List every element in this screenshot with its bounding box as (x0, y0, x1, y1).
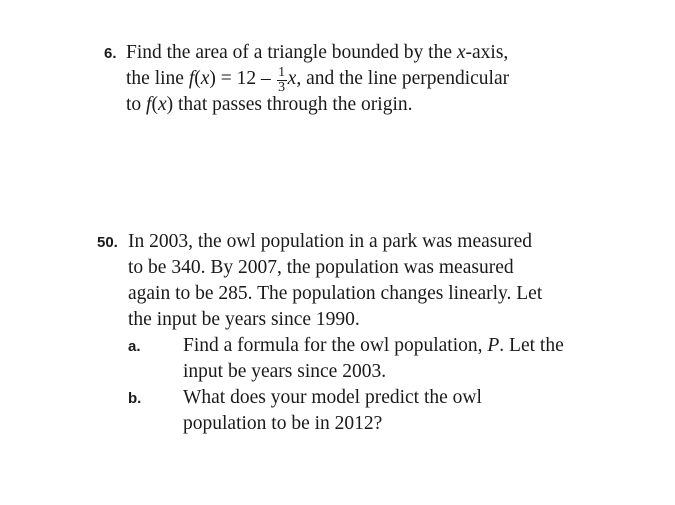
text: , and the line perpendicular (296, 68, 510, 89)
part-a-label: a. (128, 338, 141, 355)
variable-x: x (287, 68, 297, 89)
text: ( (194, 68, 201, 89)
fraction-numerator: 1 (278, 65, 286, 80)
problem-50 (97, 229, 637, 437)
problem-50-line-1: In 2003, the owl population in a park was measured (128, 231, 532, 252)
problem-50-part-b (128, 385, 637, 437)
text: ( (151, 94, 158, 115)
problem-6-line-1 (106, 40, 626, 66)
variable-p: P (487, 335, 500, 356)
problem-6-number: 6. (104, 45, 117, 62)
text: . Let the (499, 335, 564, 356)
part-b-line-2: population to be in 2012? (183, 413, 383, 434)
problem-50-part-a (128, 333, 637, 385)
variable-x: x (200, 68, 210, 89)
text: to (126, 94, 147, 115)
problem-50-line-4: the input be years since 1990. (128, 309, 360, 330)
problem-6-line-3 (106, 92, 626, 118)
problem-50-line-3: again to be 285. The population changes linearly. Let (128, 283, 543, 304)
text: Find the area of a triangle bounded by the (126, 42, 457, 63)
fraction-one-third (277, 65, 287, 95)
problem-50-line-2: to be 340. By 2007, the population was measured (128, 257, 514, 278)
function-f: f (188, 68, 195, 89)
part-a-line-1 (152, 333, 637, 359)
problem-6 (106, 40, 626, 118)
problem-6-line-2 (106, 65, 626, 95)
text: the line (126, 68, 189, 89)
text: Find a formula for the owl population, (183, 335, 488, 356)
text: ) that passes through the origin. (166, 94, 413, 115)
variable-x: x (157, 94, 167, 115)
part-b-line-1: What does your model predict the owl (183, 387, 482, 408)
part-a-line-2: input be years since 2003. (183, 361, 387, 382)
text: ) = 12 – (209, 68, 276, 89)
fraction-denominator: 3 (278, 80, 286, 95)
text: -axis, (465, 42, 509, 63)
function-f: f (146, 94, 152, 115)
variable-x: x (456, 42, 466, 63)
problem-50-number: 50. (97, 234, 118, 251)
part-b-label: b. (128, 390, 142, 407)
